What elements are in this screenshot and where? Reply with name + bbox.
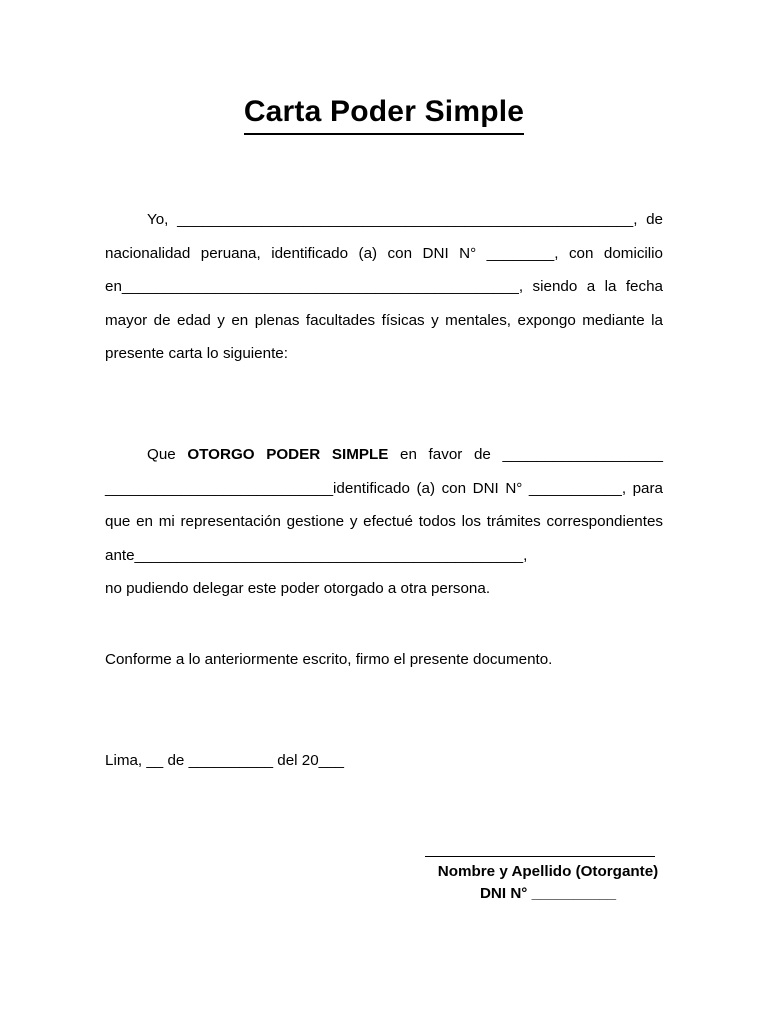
signature-block	[420, 856, 676, 905]
signature-dni-label: DNI N° __________	[479, 885, 617, 902]
date-line: Lima, __ de __________ del 20___	[105, 752, 344, 769]
document-body	[105, 203, 663, 606]
paragraph-conformity: Conforme a lo anteriormente escrito, firmo el presente documento.	[105, 651, 553, 668]
paragraph-grant	[105, 438, 663, 572]
paragraph-grant-last-line: no pudiendo delegar este poder otorgado a otra persona.	[105, 580, 491, 598]
signature-name-label: Nombre y Apellido (Otorgante)	[437, 863, 659, 880]
paragraph-declaration: Yo, ______________________________________________________, de nacionalidad peruana, identificado (a) con DNI N° ________, con domicilio en_______________________________________________, siendo a la fecha mayor de edad y en plenas facultades físicas y mentales, expongo mediante la presente carta lo siguiente:	[105, 211, 663, 363]
grant-emphasis: OTORGO PODER SIMPLE	[187, 445, 389, 463]
page-title-text: Carta Poder Simple	[244, 92, 524, 135]
grant-lead-in: Que	[147, 445, 188, 463]
paragraph-spacer	[105, 371, 663, 438]
date-block	[105, 744, 663, 778]
page-title	[0, 92, 768, 135]
signature-rule	[425, 856, 655, 857]
grant-body: en favor de ___________________ ___________________________identificado (a) con DNI N° ___________, para que en mi representación gestione y efectué todos los trámites correspondientes ante______________________________________________,	[105, 445, 663, 564]
conformity-block	[105, 643, 663, 677]
